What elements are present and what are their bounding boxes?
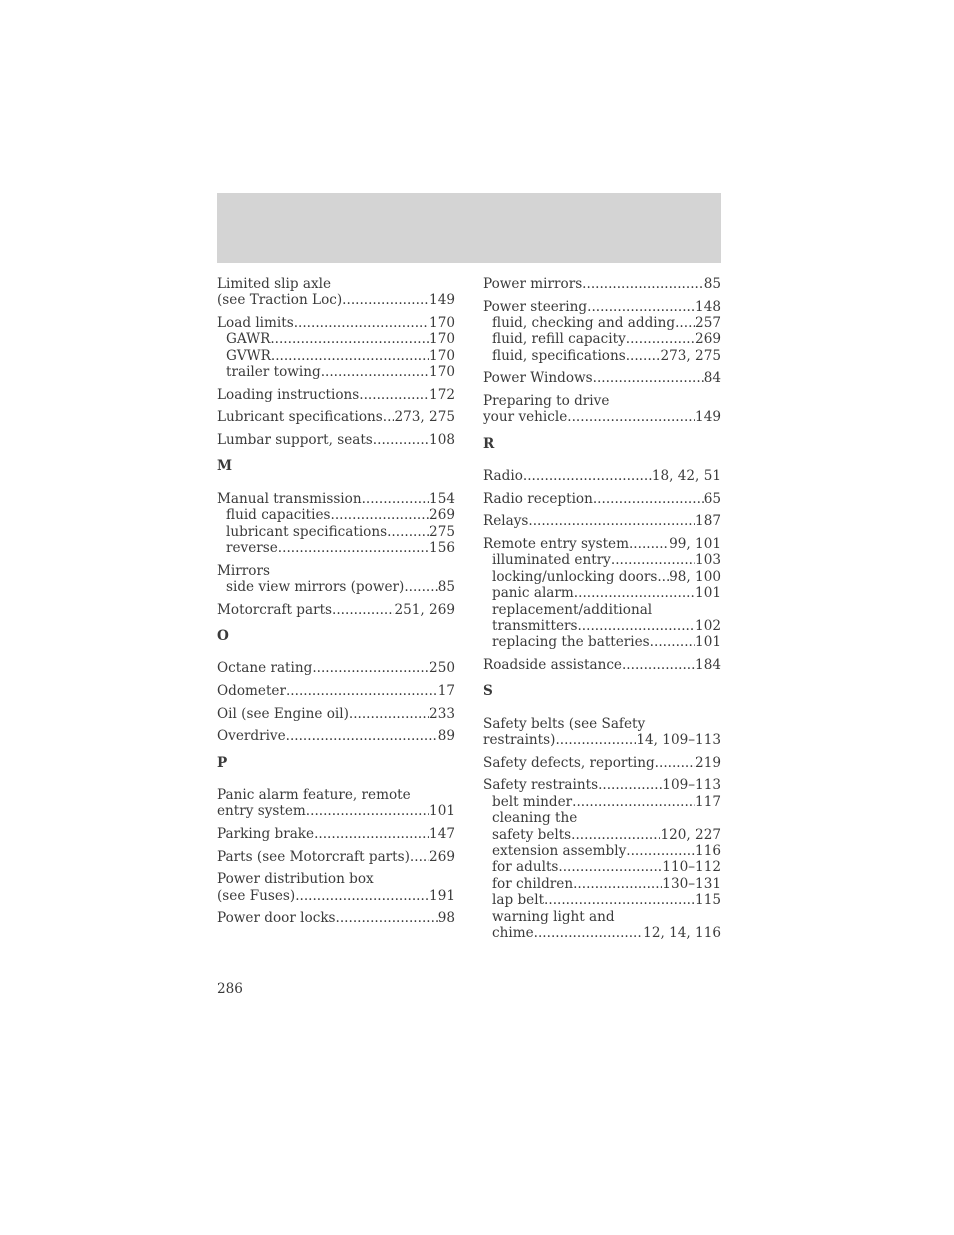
entry-term: extension assembly [492,843,627,860]
index-line [483,536,721,552]
page-reference: 269 [695,331,721,348]
index-entry [483,276,721,292]
entry-term: fluid, refill capacity [492,331,626,348]
dot-leader [622,657,695,673]
entry-term: Power distribution box [217,871,374,888]
page-reference: 14, 109–113 [636,732,721,749]
index-column-left [217,276,455,933]
entry-term: Oil (see Engine oil) [217,705,349,722]
page-reference: 156 [429,540,455,557]
entry-term: transmitters [492,618,578,635]
index-entry [217,491,455,557]
entry-term: Parts (see Motorcraft parts) [217,848,410,865]
entry-term: Safety defects, reporting [483,754,655,771]
dot-leader [593,370,704,386]
index-subentry [217,524,455,540]
page-reference: 269 [429,507,455,524]
page-reference: 170 [429,315,455,331]
page-reference: 148 [695,298,721,315]
entry-term: illuminated entry [492,552,611,569]
index-subentry [483,827,721,843]
index-line [483,393,721,409]
dot-leader [626,348,661,364]
index-subentry [217,579,455,595]
page-reference: 99, 101 [669,535,721,552]
index-entry [217,602,455,618]
entry-term: Lubricant specifications [217,409,383,426]
entry-term: warning light and [492,908,615,925]
index-line [217,728,455,744]
dot-leader [349,706,429,722]
index-line [483,513,721,529]
page-reference: 251, 269 [394,601,455,618]
entry-term: panic alarm [492,585,574,602]
index-subentry [483,892,721,908]
index-subentry [483,552,721,568]
index-entry [483,393,721,426]
index-entry [217,409,455,425]
dot-leader [598,777,662,793]
dot-leader [655,755,695,771]
index-line [217,660,455,676]
page-reference: 109–113 [662,777,721,794]
index-subentry [217,348,455,364]
page-reference: 275 [429,523,455,540]
dot-leader [577,618,695,634]
index-line [217,292,455,308]
dot-leader [534,925,644,941]
dot-leader [626,843,695,859]
index-subentry [483,618,721,634]
page-reference: 269 [429,848,455,865]
index-subentry [217,331,455,347]
entry-term: locking/unlocking doors [492,568,658,585]
index-line [483,732,721,748]
dot-leader [373,432,429,448]
index-entry [217,563,455,596]
index-line [483,716,721,732]
index-entry [217,787,455,820]
entry-term: Power Windows [483,370,593,387]
page-reference: 117 [695,793,721,810]
index-entry [217,276,455,309]
entry-term: Loading instructions [217,386,360,403]
index-line [217,787,455,803]
index-line [483,299,721,315]
page-reference: 103 [695,552,721,569]
page-reference: 233 [429,705,455,722]
page-reference: 89 [437,728,455,745]
dot-leader [306,803,429,819]
dot-leader [332,602,394,618]
index-entry [483,370,721,386]
entry-term: (see Traction Loc) [217,292,343,309]
dot-leader [675,315,695,331]
index-subentry [483,331,721,347]
entry-term: Manual transmission [217,490,362,507]
dot-leader [558,859,662,875]
page-reference: 65 [703,490,721,507]
entry-term: for children [492,875,574,892]
section-letter: S [483,683,493,700]
page-reference: 108 [429,432,455,448]
dot-leader [294,315,429,331]
entry-term: Parking brake [217,825,315,842]
entry-term: your vehicle [483,409,568,426]
index-line [483,777,721,793]
dot-leader [587,299,695,315]
dot-leader [314,826,429,842]
dot-leader [331,507,430,523]
entry-term: side view mirrors (power) [226,579,405,596]
dot-leader [573,876,662,892]
index-entry [217,683,455,699]
index-line [217,409,455,425]
dot-leader [404,579,437,595]
dot-leader [629,536,669,552]
index-entry [483,491,721,507]
dot-leader [528,513,695,529]
entry-term: fluid, checking and adding [492,315,676,331]
page-reference: 191 [429,887,455,904]
index-line [217,803,455,819]
index-line [483,468,721,484]
dot-leader [650,634,695,650]
dot-leader [278,540,429,556]
dot-leader [574,585,695,601]
index-entry [217,849,455,865]
entry-term: reverse [226,540,278,557]
page-reference: 98, 100 [669,568,721,585]
entry-term: Limited slip axle [217,276,332,292]
entry-term: Overdrive [217,728,286,745]
index-subentry [217,507,455,523]
index-column-right [483,276,721,948]
section-letter: P [217,754,228,771]
entry-term: GAWR [226,331,271,348]
index-subentry [483,925,721,941]
entry-term: GVWR [226,347,271,364]
dot-leader [571,827,660,843]
index-entry [217,432,455,448]
entry-term: safety belts [492,826,572,843]
index-line [217,706,455,722]
index-entry [217,706,455,722]
page-reference: 219 [695,754,721,771]
page-reference: 170 [429,347,455,364]
entry-term: Panic alarm feature, remote [217,786,411,803]
index-subentry [483,315,721,331]
entry-term: fluid, specifications [492,347,626,364]
page-reference: 12, 14, 116 [643,925,721,942]
dot-leader [582,276,704,292]
index-subentry [483,348,721,364]
index-line [217,315,455,331]
entry-term: cleaning the [492,810,578,827]
index-line [217,563,455,579]
entry-term: for adults [492,859,559,876]
dot-leader [286,728,438,744]
index-subentry [483,569,721,585]
index-line [217,683,455,699]
entry-term: Load limits [217,315,294,331]
page-reference: 149 [429,292,455,309]
index-line [483,657,721,673]
entry-term: replacing the batteries [492,634,650,651]
index-entry [217,910,455,926]
entry-term: Radio [483,468,523,485]
entry-term: Motorcraft parts [217,601,333,618]
index-entry [483,299,721,365]
page-reference: 120, 227 [660,826,721,843]
index-entry [217,660,455,676]
dot-leader [321,364,429,380]
dot-leader [359,387,429,403]
index-line [483,409,721,425]
page-reference: 130–131 [662,875,721,892]
dot-leader [544,892,695,908]
index-subentry [483,634,721,650]
dot-leader [567,409,695,425]
page-reference: 184 [695,657,721,674]
index-entry [217,826,455,842]
dot-leader [270,331,429,347]
dot-leader [523,468,652,484]
index-entry [217,315,455,381]
dot-leader [383,409,395,425]
index-subentry [483,585,721,601]
index-line [217,387,455,403]
section-letter: O [217,628,229,645]
page-reference: 170 [429,331,455,348]
page-reference: 154 [429,490,455,507]
entry-term: Power mirrors [483,276,583,292]
index-line [217,910,455,926]
dot-leader [271,348,429,364]
page-reference: 110–112 [662,859,721,876]
index-subentry [483,810,721,826]
index-entry [483,513,721,529]
header-band [217,193,721,263]
index-subentry [483,876,721,892]
entry-term: (see Fuses) [217,887,296,904]
page-reference: 250 [429,660,455,677]
index-line [483,370,721,386]
page-reference: 101 [695,634,721,651]
entry-term: Mirrors [217,562,270,579]
page-reference: 101 [695,585,721,602]
page-reference: 147 [429,825,455,842]
dot-leader [593,491,704,507]
index-subentry [483,602,721,618]
dot-leader [410,849,429,865]
entry-term: trailer towing [226,364,321,381]
page-reference: 187 [695,513,721,530]
dot-leader [295,888,429,904]
index-line [483,491,721,507]
index-entry [217,728,455,744]
entry-term: Power steering [483,298,588,315]
entry-term: Relays [483,513,529,530]
entry-term: restraints) [483,732,556,749]
index-entry [483,536,721,651]
page-reference: 84 [703,370,721,387]
dot-leader [342,292,429,308]
dot-leader [626,331,695,347]
entry-term: Safety restraints [483,777,599,794]
dot-leader [312,660,429,676]
index-line [217,432,455,448]
page-reference: 102 [695,618,721,635]
section-letter: M [217,458,233,475]
entry-term: Safety belts (see Safety [483,715,646,732]
page-reference: 85 [437,579,455,596]
index-subentry [483,909,721,925]
page-reference: 172 [429,386,455,403]
entry-term: Octane rating [217,660,313,677]
dot-leader [387,524,429,540]
entry-term: Radio reception [483,490,593,507]
dot-leader [611,552,695,568]
page-reference: 170 [429,364,455,381]
entry-term: replacement/additional [492,601,653,618]
entry-term: lap belt [492,892,545,909]
page-reference: 85 [703,276,721,292]
index-line [217,826,455,842]
section-letter: R [483,435,495,452]
entry-term: Remote entry system [483,535,629,552]
page-reference: 273, 275 [660,347,721,364]
index-line [217,491,455,507]
index-subentry [483,843,721,859]
page-reference: 115 [695,892,721,909]
entry-term: Roadside assistance [483,657,622,674]
index-line [217,276,455,292]
dot-leader [362,491,429,507]
dot-leader [572,794,695,810]
index-entry [217,387,455,403]
index-line [217,849,455,865]
entry-term: entry system [217,803,306,820]
index-subentry [483,859,721,875]
index-entry [483,755,721,771]
entry-term: Power door locks [217,910,336,927]
page-reference: 273, 275 [394,409,455,426]
page-reference: 17 [437,683,455,699]
page-reference: 149 [695,409,721,426]
index-line [483,276,721,292]
page-reference: 257 [695,315,721,331]
entry-term: Odometer [217,683,286,699]
page-reference: 101 [429,803,455,820]
index-entry [483,716,721,749]
index-entry [217,871,455,904]
index-entry [483,468,721,484]
index-subentry [217,540,455,556]
entry-term: lubricant specifications [226,523,388,540]
entry-term: chime [492,925,534,942]
index-entry [483,777,721,941]
index-line [217,602,455,618]
index-line [217,888,455,904]
index-entry [483,657,721,673]
entry-term: Preparing to drive [483,393,610,409]
dot-leader [657,569,669,585]
dot-leader [555,732,636,748]
page-reference: 98 [437,910,455,927]
index-subentry [483,794,721,810]
page-reference: 116 [695,843,721,860]
page-number: 286 [217,981,243,997]
entry-term: Lumbar support, seats [217,432,373,448]
index-line [483,755,721,771]
entry-term: belt minder [492,793,573,810]
page-reference: 18, 42, 51 [651,468,721,485]
dot-leader [286,683,438,699]
index-line [217,871,455,887]
entry-term: fluid capacities [226,507,331,524]
dot-leader [336,910,438,926]
index-subentry [217,364,455,380]
